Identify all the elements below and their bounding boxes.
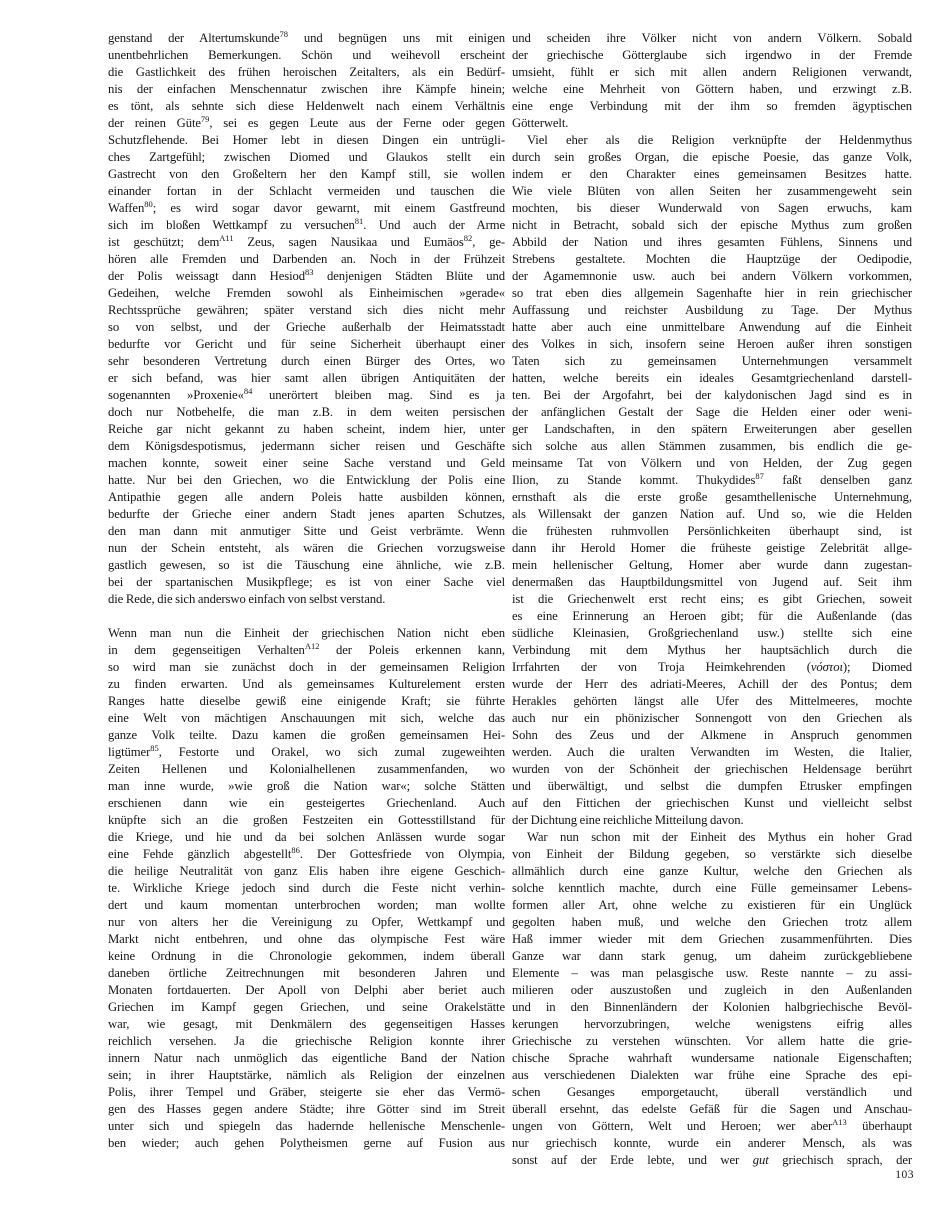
italic-text: gut xyxy=(752,1153,769,1167)
text-line: ernsthaft als die erste große gesamthellenische Unternehmung, xyxy=(512,490,912,504)
text-line: Ranges hatte dieselbe gewiß eine einigende Kraft; sie führte xyxy=(108,694,505,708)
text-line: so von selbst, und der Grieche außerhalb der Heimatsstadt xyxy=(108,320,505,334)
text-line: keine Ordnung in die Chronologie gekommen, indem überall xyxy=(108,949,505,963)
text-line: Reiche gar nicht gekannt zu haben scheint, indem hier, unter xyxy=(108,422,505,436)
text-line: Ganze war dann stark genug, um daheim zurückgebliebene xyxy=(512,949,912,963)
text-line: Auffassung und reichster Ausbildung zu Tage. Der Mythus xyxy=(512,303,912,317)
text-line: durch sein großes Organ, die epische Poesie, das ganze Volk, xyxy=(512,150,912,164)
text-line: eine enge Verbindung mit der ihm so fremden ägyptischen xyxy=(512,99,912,113)
footnote-reference: 83 xyxy=(305,268,314,277)
footnote-reference: 79 xyxy=(200,115,210,124)
text-line: südliche Kleinasien, Großgriechenland usw.) stellte sich eine xyxy=(512,626,912,640)
footnote-reference: A13 xyxy=(832,1118,847,1127)
text-line: sein; in ihrer Hauptstärke, nämlich als Religion der einzelnen xyxy=(108,1068,505,1082)
text-line: knüpfte sich an die großen Festzeiten ein Gottesstillstand für xyxy=(108,813,505,827)
text-line: es eine Erinnerung an Heroen gibt; für die Außenlande (das xyxy=(512,609,912,623)
text-line: allmählich durch eine ganze Kultur, welche den Griechen als xyxy=(512,864,912,878)
text-line: eine Welt von mächtigen Anschauungen mit sich, welche das xyxy=(108,711,505,725)
text-line: Griechen im Kampf gegen Griechen, und seine Orakelstätte xyxy=(108,1000,505,1014)
text-line: als Willensakt der ganzen Nation auf. Und so, wie die Helden xyxy=(512,507,912,521)
text-line: genstand der Altertumskunde$^{78}$ und begnügen uns mit einigen xyxy=(108,30,505,45)
text-line: mochten, bis dieser Wunderwald von Sagen erwuchs, kam xyxy=(512,201,912,215)
footnote-reference: A11 xyxy=(219,234,234,243)
text-line: einander fortan in der Schlacht vermeiden und tauschen die xyxy=(108,184,505,198)
text-line: sonst auf der Erde lebte, und wer gut griechisch sprach, der xyxy=(512,1153,912,1167)
text-line: den man dann mit anmutiger Sitte und Geist verbrämte. Wenn xyxy=(108,524,505,538)
text-line: Markt nicht entbehren, und ohne das olympische Fest wäre xyxy=(108,932,505,946)
text-line: nun der Schein entsteht, als wären die Griechen vorzugsweise xyxy=(108,541,505,555)
text-line: wurde der Herr des adriati-Meeres, Achill der des Pontus; dem xyxy=(512,677,912,691)
text-line: dann ihr Herold Homer die früheste geistige Zelebrität allge- xyxy=(512,541,912,555)
text-line: man inne wurde, »wie groß die Nation war«; solche Stätten xyxy=(108,779,505,793)
text-line: er sich befand, was hier samt allen übrigen Antiquitäten der xyxy=(108,371,505,385)
text-line: auch nur ein phönizischer Sonnengott von den Griechen als xyxy=(512,711,912,725)
text-line: Taten sich zu gemeinsamen Unternehmungen versammelt xyxy=(512,354,912,368)
text-line: War nun schon mit der Einheit des Mythus ein hoher Grad xyxy=(527,830,912,844)
text-line: formen aller Art, ohne welche zu existieren für ein Unglück xyxy=(512,898,912,912)
italic-text: νόστοι xyxy=(810,660,843,674)
footnote-reference: 80 xyxy=(144,200,153,209)
text-line: bedurfte vor Gericht und für seine Sicherheit überhaupt einer xyxy=(108,337,505,351)
text-line: bei der spartanischen Musikpflege; es ist von einer Sache viel xyxy=(108,575,505,589)
text-line: Irrfahrten der von Troja Heimkehrenden (νόστοι); Diomed xyxy=(512,660,912,674)
right-text-column xyxy=(512,30,912,1169)
text-line: daneben örtliche Zeitrechnungen mit besonderen Jahren und xyxy=(108,966,505,980)
text-line: Waffen$^{80}$; es wird sogar davor gewarnt, mit einem Gastfreund xyxy=(108,200,505,215)
text-line: Zeiten Hellenen und Kolonialhellenen zusammenfanden, wo xyxy=(108,762,505,776)
text-line: ligtümer$^{85}$, Festorte und Orakel, wo sich zumal zugeweihten xyxy=(108,744,505,759)
text-line: innern Natur nach unmöglich das eigentliche Band der Nation xyxy=(108,1051,505,1065)
text-line: meinsame Tat von Völkern und von Helden, der Zug gegen xyxy=(512,456,912,470)
text-line: so trat eben dies allgemein Sagenhafte hier in rein griechischer xyxy=(512,286,912,300)
text-line: chische Sprache wahrhaft wundersame nationale Eigenschaften; xyxy=(512,1051,912,1065)
text-line: kerungen hervorzubringen, welche wenigstens eifrig alles xyxy=(512,1017,912,1031)
text-line: Viel eher als die Religion verknüpfte der Heldenmythus xyxy=(527,133,912,147)
text-line: sich im bloßen Wettkampf zu versuchen$^{81}$. Und auch der Arme xyxy=(108,217,505,232)
text-line: Götterwelt. xyxy=(512,116,569,130)
text-line: gen des Hasses gegen andere Städte; ihre Götter sind im Streit xyxy=(108,1102,505,1116)
text-line: Schutzflehende. Bei Homer lebt in diesen Dingen ein untrügli- xyxy=(108,133,505,147)
text-line: Herakles gehörten längst alle Ufer des Mittelmeeres, mochte xyxy=(512,694,912,708)
text-line: denermaßen das Hauptbildungsmittel von Jugend auf. Seit ihm xyxy=(512,575,912,589)
text-line: ger Landschaften, in den spätern Erweiterungen aber gesellen xyxy=(512,422,912,436)
text-line: war, wie gesagt, mit Denkmälern des gegenseitigen Hasses xyxy=(108,1017,505,1031)
text-line: auf den Fittichen der griechischen Kunst und vielleicht selbst xyxy=(512,796,912,810)
text-line: Gedeihen, welche Fremden sowohl als Einheimischen »gerade« xyxy=(108,286,505,300)
text-line: die Rede, die sich anderswo einfach von selbst verstand. xyxy=(108,592,386,606)
text-line: dert und kaum momentan unterbrochen worden; man wollte xyxy=(108,898,505,912)
text-line: des Volkes in sich, insofern seine Heroen außer ihren sonstigen xyxy=(512,337,912,351)
text-line: ungen von Göttern, Welt und Heroen; wer aber$^{A13}$ überhaupt xyxy=(512,1118,912,1133)
text-line: so wird man sie zunächst doch in der gemeinsamen Religion xyxy=(108,660,505,674)
text-line: und überwältigt, und selbst die dumpfen Etrusker empfingen xyxy=(512,779,912,793)
text-line: ches Zartgefühl; zwischen Diomed und Glaukos stellt ein xyxy=(108,150,505,164)
text-line: der Agamemnonie usw. auch bei andern Völkern vorkommen, xyxy=(512,269,912,283)
text-line: Sohn des Zeus und der Alkmene in Anspruch genommen xyxy=(512,728,912,742)
text-line: milieren oder auszustoßen und zugleich in den Außenlanden xyxy=(512,983,912,997)
text-line: überall ersehnt, das edelste Gefäß für die Sagen und Anschau- xyxy=(512,1102,912,1116)
text-line: hatten, welche bereits ein ideales Gesamtgriechenland darstell- xyxy=(512,371,912,385)
text-line: Elemente – was man pelasgische usw. Reste nannte – zu assi- xyxy=(512,966,912,980)
text-line: nis der einfachen Menschennatur zwischen ihre Kämpfe hinein; xyxy=(108,82,505,96)
text-line: aus verschiedenen Dialekten war frühe eine Sprache des epi- xyxy=(512,1068,912,1082)
text-line: ist geschützt; dem$^{A11}$ Zeus, sagen Nausikaa und Eumäos$^{82}$, ge- xyxy=(108,234,505,249)
text-line: Rechtssprüche gewähren; später verstand sich dies nicht mehr xyxy=(108,303,505,317)
text-line: der reinen Güte$^{79}$, sei es gegen Leute aus der Ferne oder gegen xyxy=(108,115,505,130)
text-line: hatte aber auch eine unmittelbare Anwendung auf die Einheit xyxy=(512,320,912,334)
text-line: welche eine Mehrheit von Göttern haben, und erzwingt z.B. xyxy=(512,82,912,96)
text-line: Polis, ihrer Tempel und Gräber, steigerte sie eher das Vermö- xyxy=(108,1085,505,1099)
footnote-reference: 82 xyxy=(463,234,473,243)
text-line: te. Wirkliche Kriege jedoch sind durch die Feste nicht verhin- xyxy=(108,881,505,895)
text-line: sogenannten »Proxenie«$^{84}$ unerörtert bleiben mag. Sind es ja xyxy=(108,387,505,402)
text-line: wurden von der Schönheit der griechischen Heldensage berührt xyxy=(512,762,912,776)
text-line: Strebens gestaltete. Mochten die Hauptzüge der Oedipodie, xyxy=(512,252,912,266)
text-line: Monaten fortdauerten. Der Apoll von Delphi aber beriet auch xyxy=(108,983,505,997)
text-line: sehr besonderen Vertretung durch einen Bürger des Ortes, wo xyxy=(108,354,505,368)
text-line: unentbehrlichen Bemerkungen. Schön und weihevoll erscheint xyxy=(108,48,505,62)
text-line: gastlich gewesen, so ist die Täuschung eine ähnliche, wie z.B. xyxy=(108,558,505,572)
text-line: der Dichtung eine reichliche Mitteilung davon. xyxy=(512,813,744,827)
footnote-reference: 84 xyxy=(243,387,253,396)
text-line: nur griechisch konnte, wurde ein anderer Mensch, als was xyxy=(512,1136,912,1150)
text-line: von Einheit der Bildung gegeben, so verstärkte sich dieselbe xyxy=(512,847,912,861)
text-line: werden. Auch die uralten Verwandten im Westen, die Italier, xyxy=(512,745,912,759)
page-number: 103 xyxy=(895,1169,914,1181)
text-line: Gastrecht von den Großeltern her den Kampf still, sie wollen xyxy=(108,167,505,181)
text-line: schen Gesanges emporgetaucht, überall verständlich und xyxy=(512,1085,912,1099)
text-line: machen konnte, soweit einer seine Sache verstand und Geld xyxy=(108,456,505,470)
text-line: indem er den Charakter eines gemeinsamen Besitzes hatte. xyxy=(512,167,912,181)
footnote-reference: 81 xyxy=(354,217,364,226)
text-line: die heilige Neutralität von ganz Elis haben ihre eigene Geschich- xyxy=(108,864,505,878)
text-line: solche kenntlich machte, durch eine Fülle gemeinsamer Lebens- xyxy=(512,881,912,895)
text-line: ten. Bei der Argofahrt, bei der kalydonischen Jagd sind es in xyxy=(512,388,912,402)
text-line: nur von alters her die Vereinigung zu Opfer, Wettkampf und xyxy=(108,915,505,929)
footnote-reference: 85 xyxy=(150,744,159,753)
text-line: in dem gegenseitigen Verhalten$^{A12}$ der Poleis erkennen kann, xyxy=(108,642,505,657)
text-line: ganze Volk teilte. Dazu kamen die großen gemeinsamen Hei- xyxy=(108,728,505,742)
text-line: Antipathie gegen alle andern Poleis hatte ausbilden können, xyxy=(108,490,505,504)
text-line: die frühesten ruhmvollen Persönlichkeiten überhaupt sind, ist xyxy=(512,524,912,538)
text-line: umsieht, fühlt er sich mit allen andern Religionen verwandt, xyxy=(512,65,912,79)
text-line: reichlich versehen. Ja die griechische Religion konnte ihrer xyxy=(108,1034,505,1048)
left-text-column xyxy=(108,30,505,1152)
text-line: Wenn man nun die Einheit der griechischen Nation nicht eben xyxy=(108,626,505,640)
text-line: mein hellenischer Geltung, Homer aber wurde dann zugestan- xyxy=(512,558,912,572)
text-line: ist die Griechenwelt erst recht eins; es gibt Griechen, soweit xyxy=(512,592,912,606)
footnote-reference: 87 xyxy=(755,472,764,481)
footnote-reference: A12 xyxy=(304,642,320,651)
text-line: ben wieder; auch gehen Polytheismen gerne auf Fusion aus xyxy=(108,1136,505,1150)
text-line: eine Fehde gänzlich abgestellt$^{86}$. Der Gottesfriede von Olympia, xyxy=(108,846,505,861)
text-line: doch nur Notbehelfe, die man z.B. in dem weiten persischen xyxy=(108,405,505,419)
text-line: und scheiden ihre Völker nicht von andern Völkern. Sobald xyxy=(512,31,912,45)
text-line: es tönt, als sehnte sich diese Heldenwelt nach einem Verhältnis xyxy=(108,99,505,113)
footnote-reference: 86 xyxy=(291,846,300,855)
text-line: erschienen dann wie ein gesteigertes Griechenland. Auch xyxy=(108,796,505,810)
text-line: Griechische zu verstehen wünschten. Vor allem hatte die grie- xyxy=(512,1034,912,1048)
text-line: der anfänglichen Gestalt der Sage die Helden einer oder weni- xyxy=(512,405,912,419)
text-line: Verbindung mit dem Mythus her hauptsächlich durch die xyxy=(512,643,912,657)
text-line: sich solche aus allen Stämmen zusammen, bis endlich die ge- xyxy=(512,439,912,453)
text-line: Wie viele Blüten von allen Seiten her zusammengeweht sein xyxy=(512,184,912,198)
text-line: Ilion, zu Stande kommt. Thukydides$^{87}$ faßt denselben ganz xyxy=(512,472,912,487)
text-line: der griechische Götterglaube sich irgendwo in der Fremde xyxy=(512,48,912,62)
text-line: nicht in Betracht, sobald sich der epische Mythus zum großen xyxy=(512,218,912,232)
text-line: hatte. Nur bei den Griechen, wo die Entwicklung der Polis eine xyxy=(108,473,505,487)
text-line: und in den Binnenländern der Kolonien halbgriechische Bevöl- xyxy=(512,1000,912,1014)
text-line: Haß immer wieder mit dem Griechen zusammenführten. Dies xyxy=(512,932,912,946)
text-line: hören alle Fremden und Darbenden an. Noch in der Frühzeit xyxy=(108,252,505,266)
text-line: bedurfte der Grieche einer andern Stadt jenes aparten Schutzes, xyxy=(108,507,505,521)
text-line: dem Königsdespotismus, jedermann sicher reisen und Geschäfte xyxy=(108,439,505,453)
text-line: gegolten haben muß, und welche den Griechen trotz allem xyxy=(512,915,912,929)
text-line: die Gastlichkeit des frühen heroischen Zeitalters, als ein Bedürf- xyxy=(108,65,505,79)
text-line: unter sich und spiegeln das hadernde hellenische Menschenle- xyxy=(108,1119,505,1133)
text-line: zu finden erwarten. Und als gemeinsames Kulturelement ersten xyxy=(108,677,505,691)
footnote-reference: 78 xyxy=(279,30,289,39)
text-line: die Kriege, und hie und da bei solchen Anlässen wurde sogar xyxy=(108,830,505,844)
text-line: Abbild der Nation und ihres gesamten Fühlens, Sinnens und xyxy=(512,235,912,249)
text-line: der Polis weissagt dann Hesiod$^{83}$ denjenigen Städten Blüte und xyxy=(108,268,505,283)
